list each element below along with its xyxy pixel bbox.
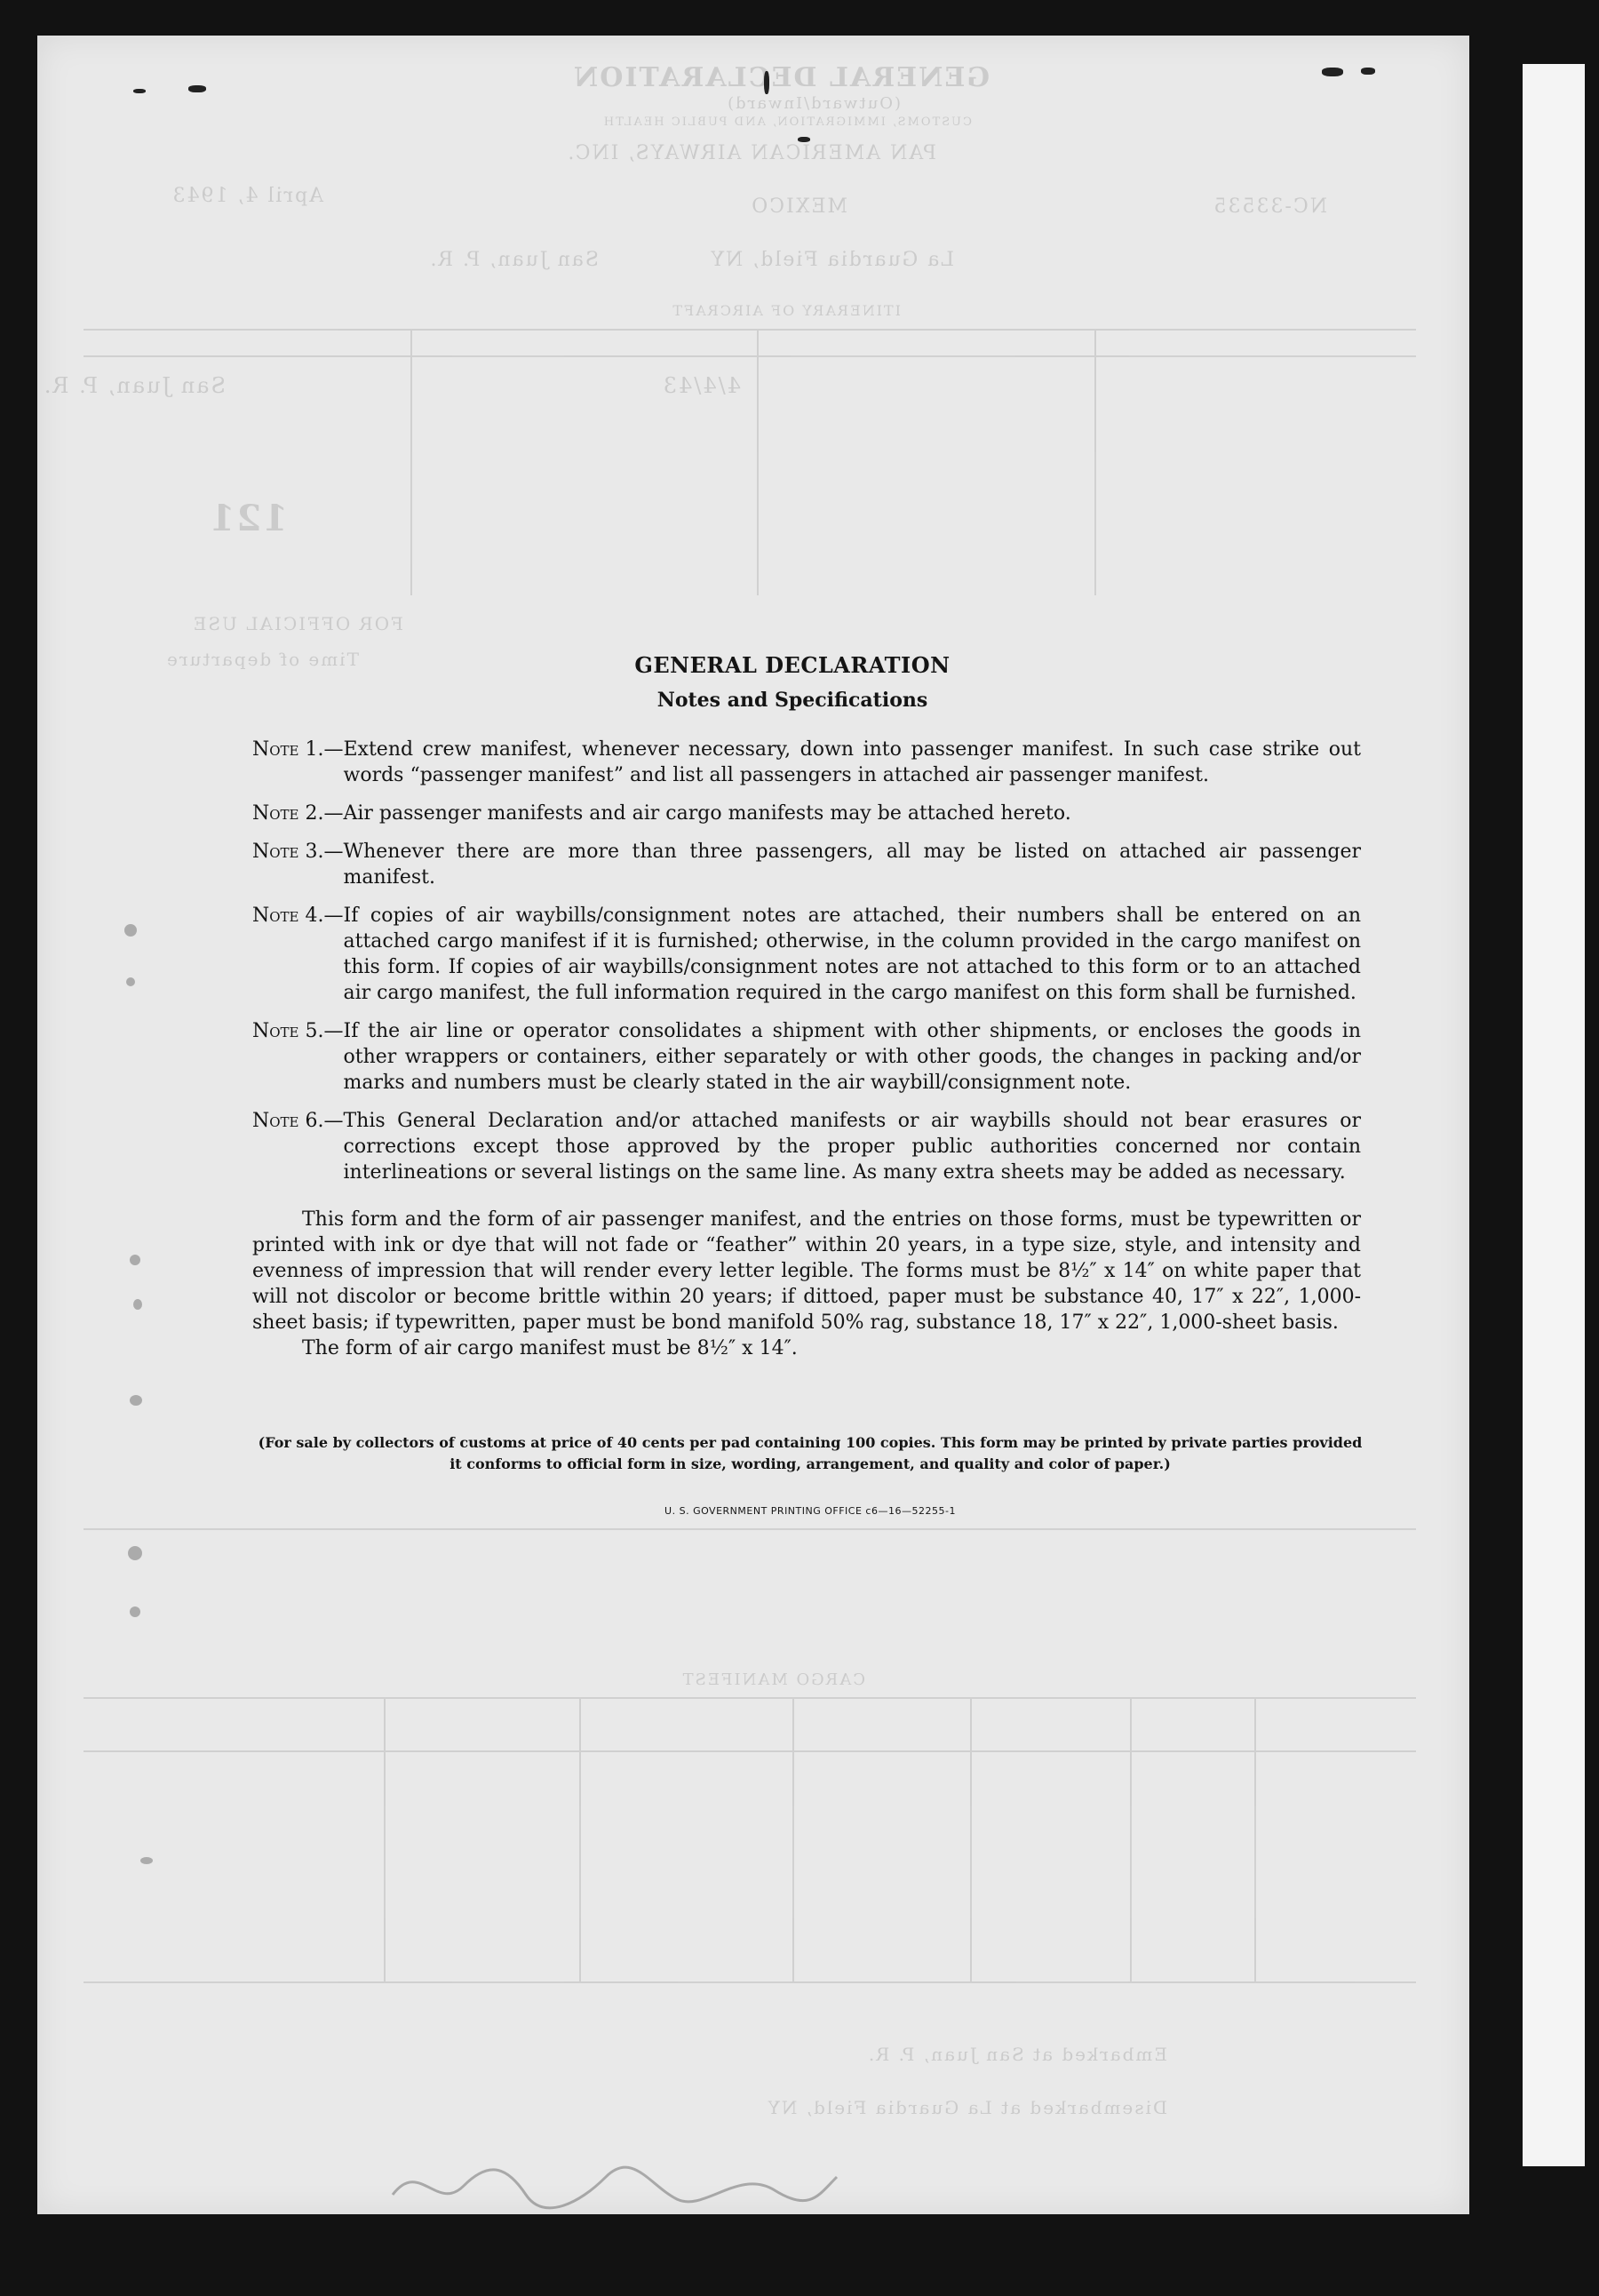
signature-bleed-mark — [384, 2150, 846, 2214]
document-page — [37, 36, 1469, 2214]
bleed-aircraft-reg: NC-33535 — [1212, 195, 1327, 218]
note-item: Note 3. — Whenever there are more than three passengers, all may be listed on attached air passenger manifest. — [252, 841, 1361, 889]
bleed-cargo-manifest: CARGO MANIFEST — [680, 1670, 865, 1689]
note-text: If copies of air waybills/consignment notes are attached, their numbers shall be entered on an attached cargo manifest if it is furnished; otherwise, in the column provided in the cargo manifest on this form. If copies of air waybills/consignment notes are not attached to this form or to an attached air cargo manifest, the full information required in the cargo manifest on this form shall be furnished. — [343, 905, 1361, 1004]
notes-and-specifications — [215, 613, 1370, 1517]
bleed-nationality: MEXICO — [750, 195, 847, 218]
bleed-itinerary-date: 4/4/43 — [661, 373, 741, 398]
note-item: Note 1. — Extend crew manifest, whenever necessary, down into passenger manifest. In such case strike out words “passenger manifest” and list all passengers in attached air passenger manifest. — [252, 738, 1361, 786]
bleed-official-use: FOR OFFICIAL USE — [191, 613, 403, 634]
note-text: Air passenger manifests and air cargo manifests may be attached hereto. — [343, 802, 1071, 825]
note-text: Whenever there are more than three passengers, all may be listed on attached air passenger manifest. — [343, 841, 1361, 889]
cargo-manifest-size-line: The form of air cargo manifest must be 8½″ x 14″. — [302, 1337, 798, 1359]
note-item: Note 5. — If the air line or operator consolidates a shipment with other shipments, or encloses the goods in other wrappers or containers, either separately or with other goods, the changes in packing and/or marks and numbers must be clearly stated in the air waybill/consignment note. — [252, 1020, 1361, 1094]
bleed-itinerary: ITINERARY OF AIRCRAFT — [671, 302, 901, 319]
note-item: Note 4. — If copies of air waybills/consignment notes are attached, their numbers shall be entered on an attached cargo manifest if it is furnished; otherwise, in the column provided in the cargo manifest on this form. If copies of air waybills/consignment notes are not attached to this form or to an attached air cargo manifest, the full information required in the cargo manifest on this form shall be furnished. — [252, 905, 1361, 1004]
note-text: If the air line or operator consolidates a shipment with other shipments, or encloses the goods in other wrappers or containers, either separately or with other goods, the changes in packing and/or marks and numbers must be clearly stated in the air waybill/consignment note. — [343, 1020, 1361, 1094]
bleed-header-sub: (Outward/Inward) — [726, 94, 901, 113]
document-subtitle: Notes and Specifications — [656, 689, 928, 712]
bleed-time-departure: Time of departure — [165, 649, 359, 670]
note-item: Note 2. — Air passenger manifests and air cargo manifests may be attached hereto. — [215, 801, 1370, 826]
printing-office-imprint: U. S. GOVERNMENT PRINTING OFFICE c6—16—52255-1 — [664, 1505, 956, 1517]
bleed-departure: San Juan, P. R. — [428, 249, 599, 271]
note-label: Note 2. — [252, 802, 324, 825]
note-text: This General Declaration and/or attached manifests or air waybills should not bear erasures or corrections except those approved by the proper public authorities concerned nor contain interlineations or several listings on the same line. As many extra sheets may be added as necessary. — [343, 1110, 1361, 1184]
scanner-side-strip — [1523, 64, 1585, 2166]
note-label: Note 6. — [252, 1110, 324, 1132]
bleed-stamp-number: 121 — [208, 498, 288, 539]
bleed-header-title: GENERAL DECLARATION — [571, 62, 990, 93]
note-label: Note 5. — [252, 1020, 324, 1042]
bleed-operator: PAN AMERICAN AIRWAYS, INC. — [566, 142, 936, 164]
note-item: Note 6. — This General Declaration and/or attached manifests or air waybills should not bear erasures or corrections except those approved by the proper public authorities concerned nor contain interlineations or several listings on the same line. As many extra sheets may be added as necessary. — [252, 1110, 1361, 1184]
document-title: GENERAL DECLARATION — [634, 652, 951, 678]
bleed-disembarked: Disembarked at La Guardia Field, NY — [766, 2097, 1167, 2118]
paper-specification-paragraph: This form and the form of air passenger manifest, and the entries on those forms, must be typewritten or printed with ink or dye that will not fade or “feather” within 20 years, in a type size, style, and intensity and evenness of impression that will render every letter legible. The forms must be 8½″ x 14″ on white paper that will not discolor or become brittle within 20 years; if dittoed, paper must be substance 40, 17″ x 22″, 1,000-sheet basis; if typewritten, paper must be bond manifold 50% rag, substance 18, 17″ x 22″, 1,000-sheet basis. — [252, 1208, 1361, 1334]
note-text: Extend crew manifest, whenever necessary, down into passenger manifest. In such case strike out words “passenger manifest” and list all passengers in attached air passenger manifest. — [343, 738, 1361, 786]
note-label: Note 3. — [252, 841, 324, 863]
note-label: Note 1. — [252, 738, 324, 761]
bleed-arrival: La Guardia Field, NY — [709, 249, 954, 271]
bleed-header-sub2: CUSTOMS, IMMIGRATION, AND PUBLIC HEALTH — [601, 116, 972, 129]
bleed-date: April 4, 1943 — [171, 185, 323, 207]
note-label: Note 4. — [252, 905, 324, 927]
sale-notice: (For sale by collectors of customs at price of 40 cents per pad containing 100 copies. This form may be printed by private parties provided it conforms to official form in size, wording, arrangement, and quality and color of paper.) — [258, 1434, 1363, 1472]
bleed-embarked: Embarked at San Juan, P. R. — [866, 2044, 1167, 2065]
bleed-itinerary-place: San Juan, P. R. — [42, 373, 226, 398]
